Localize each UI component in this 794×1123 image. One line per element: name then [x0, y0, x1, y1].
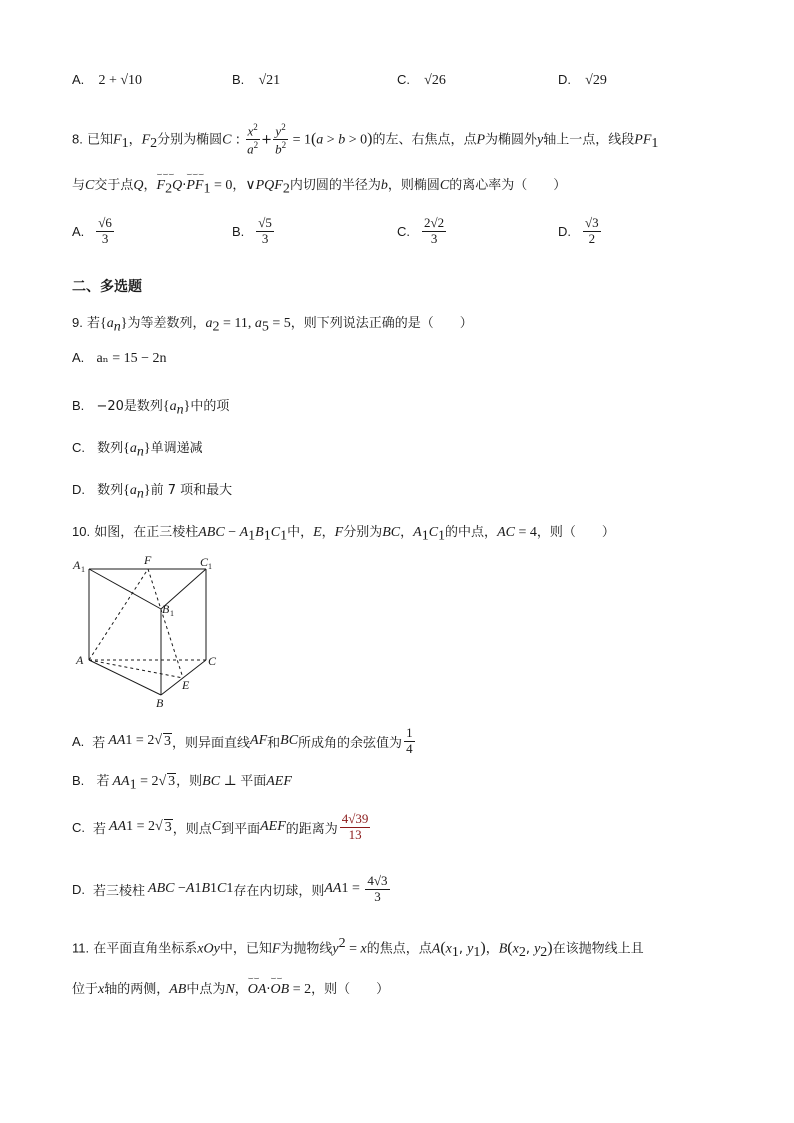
- fraction-denominator: 4: [406, 740, 413, 756]
- stem-text: ，则下列说法正确的是（ ）: [290, 316, 473, 331]
- fraction-denominator: 13: [348, 826, 362, 842]
- choice-label: D.: [558, 72, 571, 87]
- stem-text: 分别为: [343, 525, 383, 540]
- q8-choice-d: [558, 216, 601, 247]
- label-b1: B: [162, 602, 170, 616]
- stem-text: 的离心率为（ ）: [449, 178, 567, 193]
- q10-option-d: D. 若三棱柱 ABC − A 1 B 1 C 1 存在内切球，则 AA 1 = $\frac{4√3}{3}$: [72, 873, 388, 904]
- stem-text: 如图，在正三棱柱: [94, 525, 199, 540]
- choice-text: ，则: [176, 774, 203, 789]
- stem-text: 在该抛物线上且: [552, 941, 644, 957]
- label-a: A: [76, 653, 84, 667]
- fraction-denominator: 2: [588, 230, 596, 246]
- stem-text: 为等差数列，: [127, 316, 206, 331]
- stem-text: 若: [86, 316, 100, 331]
- choice-label: A.: [72, 350, 85, 365]
- label-b1-sub: 1: [170, 609, 174, 618]
- fraction-denominator: 3: [101, 230, 109, 246]
- segment-af: [89, 569, 148, 660]
- q8-choice-a: [72, 216, 114, 247]
- label-e: E: [182, 678, 190, 692]
- fraction-numerator: 4√39: [341, 811, 369, 826]
- stem-text: 交于点: [94, 178, 134, 193]
- choice-label: C.: [397, 223, 410, 239]
- q10-stem: 10. 如图，在正三棱柱ABC − $A_1B_1C_1$中，E，F分别为BC，$A_1C_1$的中点，AC = 4，则（ ）: [72, 524, 615, 544]
- stem-text: 轴上一点，线段: [543, 132, 635, 148]
- choice-text: 若: [93, 821, 107, 837]
- stem-text: 位于: [72, 982, 99, 997]
- stem-text: 在平面直角坐标系: [93, 941, 198, 957]
- fraction-numerator: 4√3: [367, 873, 388, 888]
- choice-text: 到平面: [221, 821, 261, 837]
- question-number: 11.: [72, 940, 90, 956]
- choice-text: aₙ = 15 − 2n: [96, 351, 167, 366]
- stem-text: ，则（ ）: [311, 982, 390, 997]
- stem-text: 为椭圆外: [485, 132, 538, 148]
- q9-option-d: D. 数列$\{a_n\}$前 7 项和最大: [72, 482, 233, 502]
- q7-choice-d: [558, 72, 607, 89]
- choice-text: 中的项: [190, 399, 230, 414]
- choice-text: √21: [258, 73, 281, 88]
- label-a1: A: [73, 558, 81, 572]
- choice-text: −20是数列: [96, 399, 163, 414]
- q8-stem-line1: 8. 已知$F_1$，$F_2$分别为椭圆C : $\frac{x^2}{a^2}$ + $\frac{y^2}{b^2}$ = 1(a > b > 0)的左、右焦点，点P为椭圆外y轴上一点，线段$PF_1$: [72, 122, 659, 157]
- choice-label: C.: [72, 819, 85, 835]
- choice-text: 若: [96, 774, 110, 789]
- q9-option-c: C. 数列$\{a_n\}$单调递减: [72, 440, 203, 460]
- q10-option-a: A. 若 AA 1 = 2 √ 3 ，则异面直线 AF 和 BC 所成角的余弦值为 $\frac{1}{4}$: [72, 725, 413, 756]
- choice-text: 的距离为: [285, 821, 338, 837]
- fraction-numerator: 2√2: [424, 215, 445, 230]
- choice-text: 前 7 项和最大: [150, 483, 233, 498]
- q8-stem-line2: 与C交于点Q， ⌣⌣⌣ $F_2Q\cdot$ ⌣⌣⌣ $PF_1 = 0$，$\vee PQF_2$内切圆的半径为b，则椭圆C的离心率为（ ）: [72, 169, 567, 197]
- stem-text: ，则（ ）: [536, 525, 615, 540]
- choice-label: D.: [72, 482, 85, 497]
- choice-text: 和: [267, 735, 281, 751]
- label-f: F: [144, 553, 152, 567]
- choice-text: 存在内切球，则: [233, 883, 325, 899]
- q9-stem: 9. 若$\{a_n\}$为等差数列，$a_2 = 11$, $a_5 = 5$，则下列说法正确的是（ ）: [72, 315, 473, 335]
- fraction-numerator: √3: [585, 215, 599, 230]
- stem-text: 中，: [287, 525, 314, 540]
- choice-text: ，则点: [172, 821, 212, 837]
- stem-text: 中，已知: [219, 941, 272, 957]
- stem-text: ，则椭圆: [387, 178, 440, 193]
- choice-label: C.: [397, 72, 410, 87]
- q11-stem-line2: 位于x轴的两侧，AB中点为N， ⌣⌣ OA· ⌣⌣ OB = 2，则（ ）: [72, 973, 390, 997]
- q7-choice-c: [397, 72, 446, 89]
- choice-text: 若三棱柱: [93, 883, 146, 899]
- choice-label: B.: [72, 398, 85, 413]
- q10-option-c: C. 若 AA 1 = 2 √ 3 ，则点 C 到平面 AEF 的距离为 $\frac{4√39}{13}$: [72, 811, 369, 842]
- label-c: C: [208, 654, 217, 668]
- question-number: 9.: [72, 315, 83, 330]
- prism-figure: [70, 552, 230, 712]
- fraction-numerator: √5: [258, 215, 272, 230]
- choice-label: D.: [72, 881, 85, 897]
- choice-text: √26: [424, 73, 446, 88]
- q7-choice-b: [232, 72, 280, 89]
- choice-label: C.: [72, 440, 85, 455]
- choice-text: 平面: [240, 774, 267, 789]
- label-a1-sub: 1: [81, 565, 85, 574]
- label-c1: C: [200, 555, 209, 569]
- fraction-numerator: 1: [406, 725, 413, 740]
- q7-choice-a: [72, 72, 142, 89]
- stem-text: 与: [72, 178, 86, 193]
- choice-label: A.: [72, 733, 85, 749]
- choice-label: A.: [72, 72, 85, 87]
- stem-text: 的焦点，点: [366, 941, 432, 957]
- stem-text: 为抛物线: [280, 941, 333, 957]
- q8-choice-c: [397, 216, 446, 247]
- stem-text: 的中点，: [445, 525, 498, 540]
- q10-option-b: B. 若 $AA_1 = 2√$ 3，则BC ⊥ 平面AEF: [72, 773, 292, 793]
- stem-text: 轴的两侧，: [104, 982, 170, 997]
- q8-choice-b: [232, 216, 274, 247]
- fraction-numerator: √6: [98, 215, 112, 230]
- fraction-denominator: 3: [261, 230, 269, 246]
- choice-label: D.: [558, 223, 571, 239]
- label-c1-sub: 1: [208, 562, 212, 571]
- section-title: 二、多选题: [72, 279, 142, 295]
- choice-label: B.: [232, 72, 245, 87]
- edge-ab: [89, 660, 161, 695]
- choice-text: 若: [92, 735, 106, 751]
- segment-fe: [148, 569, 183, 678]
- stem-text: 分别为椭圆: [157, 132, 223, 148]
- fraction-denominator: 3: [374, 888, 381, 904]
- stem-text: 中点为: [186, 982, 226, 997]
- q9-option-b: B. −20是数列$\{a_n\}$中的项: [72, 398, 230, 418]
- choice-label: B.: [72, 773, 85, 788]
- choice-text: 数列: [97, 441, 124, 456]
- segment-ae: [89, 660, 183, 678]
- choice-text: √29: [585, 73, 607, 88]
- fraction-denominator: 3: [430, 230, 438, 246]
- stem-text: 内切圆的半径为: [289, 178, 381, 193]
- q11-stem-line1: 11. 在平面直角坐标系xOy中，已知F为抛物线$y^2 = x$的焦点，点$A(x_1$, $y_1$)，$B(x_2$, $y_2$)在该抛物线上且: [72, 936, 644, 960]
- choice-text: 2 + √10: [98, 73, 143, 88]
- stem-text: 已知: [86, 132, 113, 148]
- choice-label: B.: [232, 223, 245, 239]
- choice-text: 单调递减: [150, 441, 203, 456]
- q9-option-a: [72, 350, 167, 367]
- stem-text: 的左、右焦点，点: [372, 132, 477, 148]
- choice-text: ，则异面直线: [172, 735, 251, 751]
- choice-text: 所成角的余弦值为: [298, 735, 403, 751]
- choice-text: 数列: [97, 483, 124, 498]
- question-number: 10.: [72, 524, 91, 539]
- choice-label: A.: [72, 223, 85, 239]
- label-b: B: [156, 696, 164, 710]
- question-number: 8.: [72, 131, 83, 147]
